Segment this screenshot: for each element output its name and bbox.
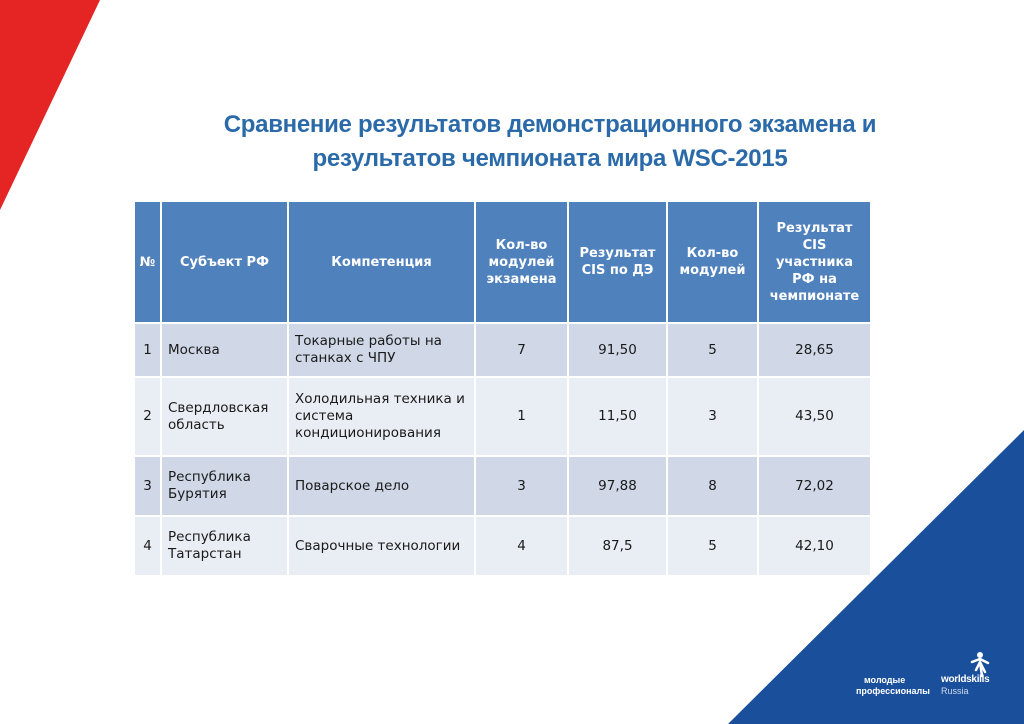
title-line-1: Сравнение результатов демонстрационного экзамена и	[223, 111, 877, 138]
table-header-row	[134, 201, 871, 323]
header-exam-modules: Кол-во модулей экзамена	[475, 201, 568, 323]
footer-logo	[856, 650, 996, 700]
cell-cis-exam: 87,5	[568, 516, 667, 576]
cell-region: Москва	[161, 323, 288, 377]
header-modules: Кол-во модулей	[667, 201, 758, 323]
cell-exam-modules: 4	[475, 516, 568, 576]
cell-cis-exam: 97,88	[568, 456, 667, 516]
header-region: Субъект РФ	[161, 201, 288, 323]
cell-competence: Поварское дело	[288, 456, 475, 516]
cell-region: Республика Бурятия	[161, 456, 288, 516]
cell-number: 3	[134, 456, 161, 516]
header-cis-exam: Результат CIS по ДЭ	[568, 201, 667, 323]
footer-text-young: молодые	[864, 675, 906, 685]
cell-modules: 5	[667, 323, 758, 377]
cell-number: 4	[134, 516, 161, 576]
header-competence: Компетенция	[288, 201, 475, 323]
cell-modules: 5	[667, 516, 758, 576]
cell-region: Свердловская область	[161, 377, 288, 456]
results-table	[133, 200, 872, 577]
cell-cis-champ: 28,65	[758, 323, 871, 377]
red-corner-stripe	[0, 0, 100, 210]
cell-modules: 8	[667, 456, 758, 516]
cell-cis-exam: 11,50	[568, 377, 667, 456]
cell-exam-modules: 7	[475, 323, 568, 377]
cell-competence: Холодильная техника и система кондиционирования	[288, 377, 475, 456]
cell-cis-champ: 72,02	[758, 456, 871, 516]
page-title	[150, 108, 950, 176]
header-cis-champ: Результат CIS участника РФ на чемпионате	[758, 201, 871, 323]
cell-region: Республика Татарстан	[161, 516, 288, 576]
cell-competence: Токарные работы на станках с ЧПУ	[288, 323, 475, 377]
cell-cis-champ: 42,10	[758, 516, 871, 576]
cell-number: 2	[134, 377, 161, 456]
table-row	[134, 323, 871, 377]
footer-text-professionals: профессионалы	[856, 686, 930, 696]
table-row	[134, 456, 871, 516]
cell-modules: 3	[667, 377, 758, 456]
title-line-2: результатов чемпионата мира WSC-2015	[312, 145, 788, 172]
header-number: №	[134, 201, 161, 323]
table-row	[134, 516, 871, 576]
table-row	[134, 377, 871, 456]
cell-exam-modules: 3	[475, 456, 568, 516]
cell-cis-champ: 43,50	[758, 377, 871, 456]
cell-competence: Сварочные технологии	[288, 516, 475, 576]
footer-brand-sub: Russia	[941, 686, 969, 696]
cell-cis-exam: 91,50	[568, 323, 667, 377]
cell-exam-modules: 1	[475, 377, 568, 456]
cell-number: 1	[134, 323, 161, 377]
footer-brand: worldskills	[941, 674, 990, 685]
